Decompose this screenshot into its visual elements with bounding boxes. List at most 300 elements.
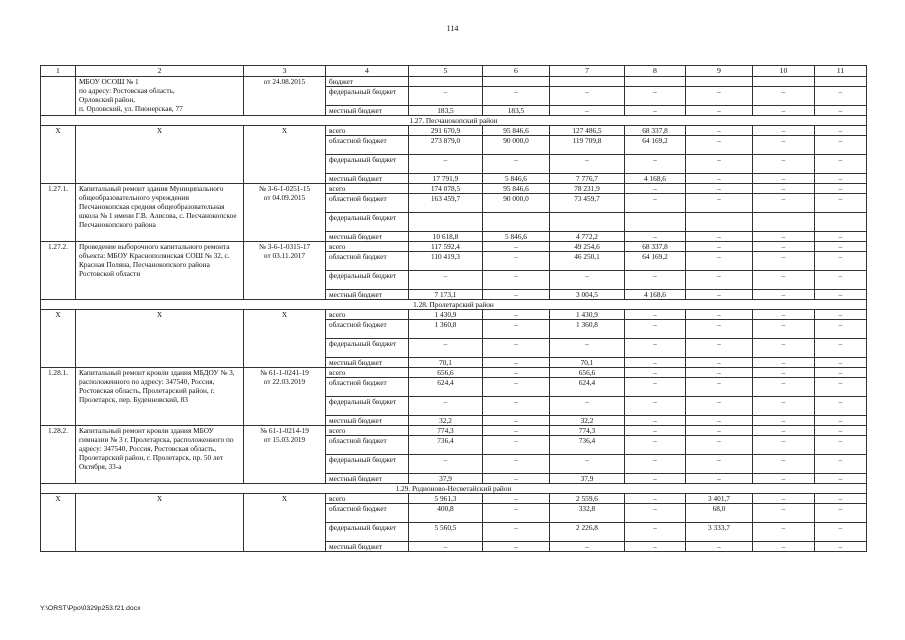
amount-cell: 163 459,7 [409, 194, 483, 213]
amount-cell: – [625, 455, 686, 474]
funding-source-label: местный бюджет [326, 290, 409, 300]
amount-cell: – [686, 106, 753, 116]
amount-cell: – [550, 271, 625, 290]
district-title: 1.28. Пролетарский район [41, 300, 867, 310]
amount-cell: – [686, 194, 753, 213]
amount-cell [550, 77, 625, 87]
amount-cell: – [753, 136, 815, 155]
amount-cell: 624,4 [550, 378, 625, 397]
amount-cell: – [753, 174, 815, 184]
amount-cell: – [686, 126, 753, 136]
amount-cell: – [483, 474, 550, 484]
funding-source-label: всего [326, 494, 409, 504]
funding-source-label: федеральный бюджет [326, 523, 409, 542]
amount-cell: – [815, 174, 867, 184]
amount-cell: 5 961,3 [409, 494, 483, 504]
amount-cell: 46 250,1 [550, 252, 625, 271]
amount-cell: – [815, 194, 867, 213]
amount-cell: – [753, 290, 815, 300]
amount-cell: – [625, 542, 686, 552]
amount-cell: – [753, 242, 815, 252]
amount-cell [753, 77, 815, 87]
amount-cell: – [815, 504, 867, 523]
document-reference: Х [244, 310, 326, 368]
amount-cell: – [483, 320, 550, 339]
amount-cell: – [686, 426, 753, 436]
amount-cell: 1 360,8 [409, 320, 483, 339]
amount-cell [483, 77, 550, 87]
funding-source-label: всего [326, 242, 409, 252]
amount-cell: 736,4 [550, 436, 625, 455]
amount-cell: 7 776,7 [550, 174, 625, 184]
amount-cell: – [625, 320, 686, 339]
amount-cell: 68,0 [686, 504, 753, 523]
amount-cell: – [753, 504, 815, 523]
amount-cell: – [483, 155, 550, 174]
amount-cell: – [483, 310, 550, 320]
amount-cell: – [625, 436, 686, 455]
funding-source-label: местный бюджет [326, 358, 409, 368]
table-row [41, 126, 867, 136]
document-reference: № 61-1-0214-19 от 15.03.2019 [244, 426, 326, 484]
item-number [41, 77, 76, 116]
amount-cell [815, 213, 867, 232]
funding-source-label: федеральный бюджет [326, 339, 409, 358]
document-reference: № 61-1-0241-19 от 22.03.2019 [244, 368, 326, 426]
funding-source-label: областной бюджет [326, 504, 409, 523]
amount-cell: – [815, 358, 867, 368]
funding-source-label: федеральный бюджет [326, 455, 409, 474]
amount-cell: 64 169,2 [625, 136, 686, 155]
amount-cell: – [409, 271, 483, 290]
amount-cell: – [483, 416, 550, 426]
amount-cell: – [753, 184, 815, 194]
amount-cell: – [625, 184, 686, 194]
amount-cell: – [686, 455, 753, 474]
amount-cell: – [550, 397, 625, 416]
amount-cell: 68 337,8 [625, 126, 686, 136]
column-header: 2 [76, 66, 244, 77]
item-number: 1.28.2. [41, 426, 76, 484]
amount-cell: – [686, 397, 753, 416]
amount-cell: – [483, 290, 550, 300]
amount-cell: 3 004,5 [550, 290, 625, 300]
amount-cell: – [815, 523, 867, 542]
amount-cell: – [753, 358, 815, 368]
amount-cell: 5 560,5 [409, 523, 483, 542]
table-row [41, 242, 867, 252]
table-row [41, 77, 867, 87]
amount-cell: – [686, 232, 753, 242]
table-row [41, 310, 867, 320]
amount-cell [409, 77, 483, 87]
funding-source-label: областной бюджет [326, 436, 409, 455]
funding-source-label: всего [326, 126, 409, 136]
amount-cell [686, 77, 753, 87]
column-header: 11 [815, 66, 867, 77]
amount-cell: – [686, 174, 753, 184]
funding-source-label: всего [326, 310, 409, 320]
amount-cell: – [815, 436, 867, 455]
document-reference: Х [244, 494, 326, 552]
amount-cell: – [815, 136, 867, 155]
amount-cell: – [753, 252, 815, 271]
object-name: МБОУ ОСОШ № 1 по адресу: Ростовская область, Орловский район, п. Орловский, ул. Пионерская, 77 [76, 77, 244, 116]
funding-source-label: всего [326, 184, 409, 194]
amount-cell: 400,8 [409, 504, 483, 523]
amount-cell: 4 168,6 [625, 290, 686, 300]
amount-cell: – [483, 271, 550, 290]
amount-cell: – [625, 232, 686, 242]
amount-cell: – [483, 368, 550, 378]
amount-cell: 73 459,7 [550, 194, 625, 213]
column-header: 1 [41, 66, 76, 77]
amount-cell: – [625, 474, 686, 484]
amount-cell: – [483, 87, 550, 106]
amount-cell: – [483, 523, 550, 542]
amount-cell: 273 879,0 [409, 136, 483, 155]
item-number: Х [41, 310, 76, 368]
document-reference: Х [244, 126, 326, 184]
funding-source-label: федеральный бюджет [326, 271, 409, 290]
amount-cell: 110 419,3 [409, 252, 483, 271]
district-title: 1.29. Родионово-Несветайский район [41, 484, 867, 494]
amount-cell [753, 213, 815, 232]
amount-cell: – [625, 494, 686, 504]
column-header: 7 [550, 66, 625, 77]
amount-cell: – [753, 378, 815, 397]
amount-cell: – [753, 542, 815, 552]
amount-cell: – [815, 339, 867, 358]
object-name: Капитальный ремонт кровли здания МБДОУ № 3, расположенного по адресу: 347540, Россия, Ростовская область, Пролетарский район, г. Пролетарск, пер. Буденновский, 83 [76, 368, 244, 426]
amount-cell: – [753, 232, 815, 242]
amount-cell: – [483, 252, 550, 271]
amount-cell: – [753, 455, 815, 474]
document-reference: от 24.08.2015 [244, 77, 326, 116]
amount-cell: 774,3 [409, 426, 483, 436]
header-row [41, 66, 867, 77]
amount-cell: 49 254,6 [550, 242, 625, 252]
amount-cell: – [815, 320, 867, 339]
object-name: Х [76, 126, 244, 184]
amount-cell: 90 000,0 [483, 194, 550, 213]
budget-table [40, 65, 867, 552]
amount-cell: – [625, 310, 686, 320]
funding-source-label: местный бюджет [326, 106, 409, 116]
amount-cell: – [409, 542, 483, 552]
column-header: 4 [326, 66, 409, 77]
district-section-row [41, 300, 867, 310]
amount-cell: 2 559,6 [550, 494, 625, 504]
amount-cell: 78 231,9 [550, 184, 625, 194]
amount-cell: – [753, 155, 815, 174]
amount-cell: – [815, 494, 867, 504]
amount-cell: – [815, 378, 867, 397]
amount-cell: 95 846,6 [483, 126, 550, 136]
amount-cell: – [815, 126, 867, 136]
amount-cell: 774,3 [550, 426, 625, 436]
amount-cell: 37,9 [409, 474, 483, 484]
amount-cell: 64 169,2 [625, 252, 686, 271]
amount-cell: – [686, 290, 753, 300]
funding-source-label: местный бюджет [326, 416, 409, 426]
amount-cell: 70,1 [409, 358, 483, 368]
amount-cell: – [686, 252, 753, 271]
amount-cell: – [409, 155, 483, 174]
amount-cell: – [815, 252, 867, 271]
amount-cell: 656,6 [550, 368, 625, 378]
column-header: 9 [686, 66, 753, 77]
amount-cell: – [550, 87, 625, 106]
amount-cell: 656,6 [409, 368, 483, 378]
funding-source-label: местный бюджет [326, 474, 409, 484]
amount-cell: – [625, 368, 686, 378]
amount-cell: – [483, 378, 550, 397]
amount-cell: 117 592,4 [409, 242, 483, 252]
amount-cell: – [815, 416, 867, 426]
district-section-row [41, 484, 867, 494]
object-name: Проведение выборочного капитального ремонта объекта: МБОУ Краснополянская СОШ № 32, с. Красная Поляна, Песчанокопского района Ростовской области [76, 242, 244, 300]
amount-cell: – [815, 397, 867, 416]
amount-cell: – [815, 290, 867, 300]
item-number: 1.27.1. [41, 184, 76, 242]
amount-cell: 7 173,1 [409, 290, 483, 300]
funding-source-label: областной бюджет [326, 136, 409, 155]
amount-cell: – [625, 155, 686, 174]
amount-cell: – [753, 436, 815, 455]
amount-cell: – [753, 271, 815, 290]
amount-cell [686, 213, 753, 232]
amount-cell: – [815, 106, 867, 116]
amount-cell: 291 670,9 [409, 126, 483, 136]
amount-cell: – [815, 155, 867, 174]
column-header: 5 [409, 66, 483, 77]
funding-source-label: федеральный бюджет [326, 87, 409, 106]
district-section-row [41, 116, 867, 126]
funding-source-label: федеральный бюджет [326, 155, 409, 174]
amount-cell: – [625, 339, 686, 358]
amount-cell: – [625, 194, 686, 213]
funding-source-label: местный бюджет [326, 232, 409, 242]
amount-cell: – [815, 368, 867, 378]
amount-cell: – [483, 542, 550, 552]
amount-cell: – [753, 320, 815, 339]
amount-cell: 95 846,6 [483, 184, 550, 194]
amount-cell: – [753, 368, 815, 378]
document-reference: № 3-6-1-0251-15 от 04.09.2015 [244, 184, 326, 242]
amount-cell: – [686, 368, 753, 378]
amount-cell: – [753, 194, 815, 213]
amount-cell: 736,4 [409, 436, 483, 455]
amount-cell: 1 360,8 [550, 320, 625, 339]
amount-cell: 3 401,7 [686, 494, 753, 504]
table-row [41, 368, 867, 378]
item-number: 1.28.1. [41, 368, 76, 426]
amount-cell: 332,8 [550, 504, 625, 523]
amount-cell: 32,2 [550, 416, 625, 426]
amount-cell: – [483, 397, 550, 416]
amount-cell: – [625, 87, 686, 106]
amount-cell: 3 333,7 [686, 523, 753, 542]
amount-cell: – [753, 106, 815, 116]
amount-cell: – [625, 106, 686, 116]
amount-cell: – [686, 474, 753, 484]
amount-cell: – [686, 358, 753, 368]
amount-cell: – [815, 232, 867, 242]
amount-cell: – [550, 106, 625, 116]
amount-cell: – [483, 242, 550, 252]
amount-cell: – [483, 358, 550, 368]
amount-cell: – [686, 310, 753, 320]
item-number: Х [41, 126, 76, 184]
amount-cell: 37,9 [550, 474, 625, 484]
item-number: 1.27.2. [41, 242, 76, 300]
amount-cell: 1 430,9 [409, 310, 483, 320]
amount-cell: – [815, 242, 867, 252]
amount-cell: 17 791,9 [409, 174, 483, 184]
amount-cell: – [815, 426, 867, 436]
column-header: 8 [625, 66, 686, 77]
amount-cell [625, 77, 686, 87]
funding-source-label: федеральный бюджет [326, 397, 409, 416]
funding-source-label: областной бюджет [326, 252, 409, 271]
amount-cell: 68 337,8 [625, 242, 686, 252]
amount-cell: – [483, 504, 550, 523]
amount-cell: – [625, 523, 686, 542]
funding-source-label: областной бюджет [326, 320, 409, 339]
amount-cell: 183,5 [409, 106, 483, 116]
amount-cell: – [483, 455, 550, 474]
amount-cell: – [815, 474, 867, 484]
amount-cell: – [686, 242, 753, 252]
amount-cell: – [686, 416, 753, 426]
amount-cell: 70,1 [550, 358, 625, 368]
amount-cell: 10 618,8 [409, 232, 483, 242]
amount-cell: – [483, 339, 550, 358]
amount-cell: – [686, 339, 753, 358]
amount-cell: 174 078,5 [409, 184, 483, 194]
amount-cell: 1 430,9 [550, 310, 625, 320]
amount-cell: – [753, 126, 815, 136]
table-body [41, 66, 867, 552]
amount-cell: – [686, 136, 753, 155]
amount-cell: – [753, 339, 815, 358]
amount-cell: 4 168,6 [625, 174, 686, 184]
column-header: 10 [753, 66, 815, 77]
amount-cell: – [625, 426, 686, 436]
table-row [41, 426, 867, 436]
funding-source-label: местный бюджет [326, 174, 409, 184]
funding-source-label: всего [326, 426, 409, 436]
amount-cell: – [753, 397, 815, 416]
amount-cell: – [409, 87, 483, 106]
amount-cell: – [815, 310, 867, 320]
table-row [41, 184, 867, 194]
amount-cell: – [815, 184, 867, 194]
object-name: Х [76, 494, 244, 552]
amount-cell: 4 772,2 [550, 232, 625, 242]
amount-cell: 5 846,6 [483, 232, 550, 242]
amount-cell: – [686, 436, 753, 455]
amount-cell: – [753, 523, 815, 542]
page-number: 114 [446, 24, 459, 33]
amount-cell: 183,5 [483, 106, 550, 116]
funding-source-label: местный бюджет [326, 542, 409, 552]
footer-file-path: Y:\ORST\Ppo\0329p253.f21.docx [40, 605, 141, 612]
amount-cell: – [550, 339, 625, 358]
amount-cell: – [625, 504, 686, 523]
funding-source-label: бюджет [326, 77, 409, 87]
amount-cell [625, 213, 686, 232]
amount-cell: 119 709,8 [550, 136, 625, 155]
amount-cell: 32,2 [409, 416, 483, 426]
amount-cell: – [753, 426, 815, 436]
amount-cell: – [815, 87, 867, 106]
document-reference: № 3-6-1-0315-17 от 03.11.2017 [244, 242, 326, 300]
amount-cell: – [550, 155, 625, 174]
table-row [41, 494, 867, 504]
funding-source-label: всего [326, 368, 409, 378]
amount-cell: – [625, 271, 686, 290]
amount-cell: – [625, 358, 686, 368]
amount-cell [409, 213, 483, 232]
amount-cell: – [686, 271, 753, 290]
amount-cell: – [483, 426, 550, 436]
amount-cell: – [625, 416, 686, 426]
amount-cell: 127 486,5 [550, 126, 625, 136]
amount-cell: – [686, 542, 753, 552]
column-header: 6 [483, 66, 550, 77]
funding-source-label: областной бюджет [326, 378, 409, 397]
amount-cell: – [686, 87, 753, 106]
amount-cell: – [815, 455, 867, 474]
amount-cell: – [753, 310, 815, 320]
amount-cell: – [753, 87, 815, 106]
amount-cell: – [550, 455, 625, 474]
amount-cell: 2 226,8 [550, 523, 625, 542]
amount-cell: 624,4 [409, 378, 483, 397]
amount-cell: – [686, 378, 753, 397]
amount-cell: – [550, 542, 625, 552]
amount-cell: – [815, 271, 867, 290]
amount-cell [483, 213, 550, 232]
object-name: Х [76, 310, 244, 368]
amount-cell [815, 77, 867, 87]
amount-cell: – [409, 339, 483, 358]
amount-cell: – [686, 184, 753, 194]
amount-cell: – [483, 436, 550, 455]
amount-cell: – [625, 397, 686, 416]
object-name: Капитальный ремонт кровли здания МБОУ гимназии № 3 г. Пролетарска, расположенного по адресу: 347540, Россия, Ростовская область, Пролетарский район, г. Пролетарск, пр. 50 лет Октября, 33-а [76, 426, 244, 484]
amount-cell: – [686, 320, 753, 339]
amount-cell: – [625, 378, 686, 397]
amount-cell: – [815, 542, 867, 552]
amount-cell: – [753, 416, 815, 426]
amount-cell: – [753, 494, 815, 504]
object-name: Капитальный ремонт здания Муниципального общеобразовательного учреждения Песчанокопская средняя общеобразовательная школа № 1 имени Г.В. Алисова, с. Песчанокопское Песчанокопского района [76, 184, 244, 242]
amount-cell: – [409, 397, 483, 416]
amount-cell: 90 000,0 [483, 136, 550, 155]
amount-cell [550, 213, 625, 232]
amount-cell: – [686, 155, 753, 174]
amount-cell: – [753, 474, 815, 484]
amount-cell: – [409, 455, 483, 474]
funding-source-label: федеральный бюджет [326, 213, 409, 232]
amount-cell: 5 846,6 [483, 174, 550, 184]
amount-cell: – [483, 494, 550, 504]
district-title: 1.27. Песчанокопский район [41, 116, 867, 126]
item-number: Х [41, 494, 76, 552]
